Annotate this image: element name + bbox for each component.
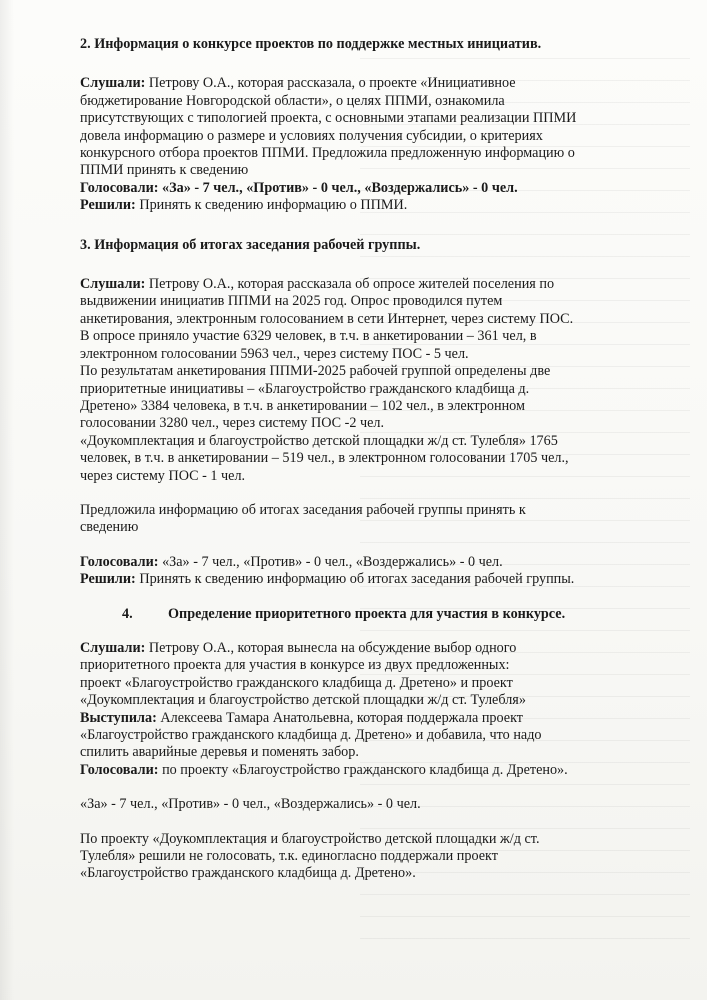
section-3-result-line-2: приоритетные инициативы – «Благоустройство гражданского кладбища д.: [80, 380, 530, 397]
voted-text: «За» - 7 чел., «Против» - 0 чел., «Воздержались» - 0 чел.: [158, 553, 503, 570]
section-2-heard-line-4: довела информацию о размере и условиях получения субсидии, о критериях: [80, 127, 543, 144]
section-2-heard-line-2: бюджетирование Новгородской области», о целях ППМИ, ознакомила: [80, 92, 505, 109]
section-3-result-line-7: через систему ПОС - 1 чел.: [80, 467, 246, 484]
section-2-heard-line-1: [80, 75, 670, 92]
section-4-heard-line-1: [80, 640, 670, 657]
heard-text: Петрову О.А., которая рассказала об опросе жителей поселения по: [145, 276, 555, 293]
section-3-result-line-6: человек, в т.ч. в анкетировании – 519 чел., в электронном голосовании 1705 чел.,: [80, 450, 569, 467]
section-2-heard-line-5: конкурсного отбора проектов ППМИ. Предложила предложенную информацию о: [80, 145, 575, 162]
section-4-heard-line-3: проект «Благоустройство гражданского кладбища д. Дретено» и проект: [80, 674, 513, 691]
section-3-result-line-5: «Доукомплектация и благоустройство детской площадки ж/д ст. Тулебля» 1765: [80, 432, 558, 449]
heard-label: Слушали:: [80, 276, 146, 293]
section-2-voted: Голосовали: «За» - 7 чел., «Против» - 0 чел., «Воздержались» - 0 чел.: [80, 179, 518, 196]
section-3-heard-line-3: анкетирования, электронным голосованием в сети Интернет, через систему ПОС.: [80, 310, 574, 327]
section-3-result-line-3: Дретено» 3384 человека, в т.ч. в анкетировании – 102 чел., в электронном: [80, 397, 525, 414]
decided-text: Принять к сведению информацию о ППМИ.: [135, 197, 408, 214]
heard-label: Слушали:: [80, 639, 146, 656]
section-4-spoke-line-2: «Благоустройство гражданского кладбища д. Дретено» и добавила, что надо: [80, 727, 542, 743]
spoke-text: Алексеева Тамара Анатольевна, которая поддержала проект: [156, 709, 523, 726]
voted-label: Голосовали:: [80, 553, 159, 570]
spoke-label: Выступила:: [80, 709, 157, 726]
heard-text: Петрову О.А., которая рассказала, о проекте «Инициативное: [145, 75, 516, 92]
section-4-spoke-line-1: [80, 710, 670, 727]
section-3-decided: [80, 571, 670, 588]
section-3-proposed-line-2: сведению: [80, 519, 139, 536]
section-4-heading: [80, 606, 670, 623]
section-3-result-line-1: По результатам анкетирования ППМИ-2025 рабочей группой определены две: [80, 363, 551, 380]
voted-text: по проекту «Благоустройство гражданского кладбища д. Дретено».: [158, 761, 568, 778]
section-2-heard-line-3: присутствующих с типологией проекта, с основными этапами реализации ППМИ: [80, 110, 577, 127]
scan-edge-shadow: [0, 0, 14, 1000]
section-3-proposed-line-1: Предложила информацию об итогах заседания рабочей группы принять к: [80, 501, 526, 518]
section-3-result-line-4: голосовании 3280 чел., через систему ПОС -2 чел.: [80, 415, 385, 432]
section-4-final-line-2: Тулебля» решили не голосовать, т.к. единогласно поддержали проект: [80, 848, 498, 865]
decided-label: Решили:: [80, 571, 136, 588]
decided-text: Принять к сведению информацию об итогах заседания рабочей группы.: [135, 571, 575, 588]
document-body: [80, 36, 670, 883]
section-2-heading: 2. Информация о конкурсе проектов по поддержке местных инициатив.: [80, 36, 542, 52]
section-4-heard-line-4: «Доукомплектация и благоустройство детской площадки ж/д ст. Тулебля»: [80, 692, 526, 709]
section-4-number: 4.: [122, 605, 133, 622]
section-4-heard-line-2: приоритетного проекта для участия в конкурсе из двух предложенных:: [80, 657, 510, 674]
section-4-spoke-line-3: спилить аварийные деревья и поменять забор.: [80, 744, 359, 761]
section-3-heard-line-2: выдвижении инициатив ППМИ на 2025 год. Опрос проводился путем: [80, 293, 503, 310]
section-3-heard-line-5: электронном голосовании 5963 чел., через систему ПОС - 5 чел.: [80, 345, 469, 362]
section-3-heading: 3. Информация об итогах заседания рабочей группы.: [80, 236, 421, 253]
section-4-voted: [80, 762, 670, 779]
section-4-title: Определение приоритетного проекта для участия в конкурсе.: [168, 605, 566, 622]
section-2-decided: [80, 197, 670, 214]
section-3-heard-line-4: В опросе приняло участие 6329 человек, в т.ч. в анкетировании – 361 чел, в: [80, 328, 537, 345]
section-2-heard-line-6: ППМИ принять к сведению: [80, 162, 249, 179]
decided-label: Решили:: [80, 197, 136, 214]
section-4-votes: «За» - 7 чел., «Против» - 0 чел., «Воздержались» - 0 чел.: [80, 796, 421, 813]
heard-text: Петрову О.А., которая вынесла на обсуждение выбор одного: [145, 639, 517, 656]
section-4-final-line-3: «Благоустройство гражданского кладбища д. Дретено».: [80, 865, 416, 882]
voted-label: Голосовали:: [80, 761, 159, 778]
section-3-heard-line-1: [80, 276, 670, 293]
section-3-voted: [80, 554, 670, 571]
heard-label: Слушали:: [80, 75, 146, 92]
section-4-final-line-1: По проекту «Доукомплектация и благоустройство детской площадки ж/д ст.: [80, 830, 540, 847]
